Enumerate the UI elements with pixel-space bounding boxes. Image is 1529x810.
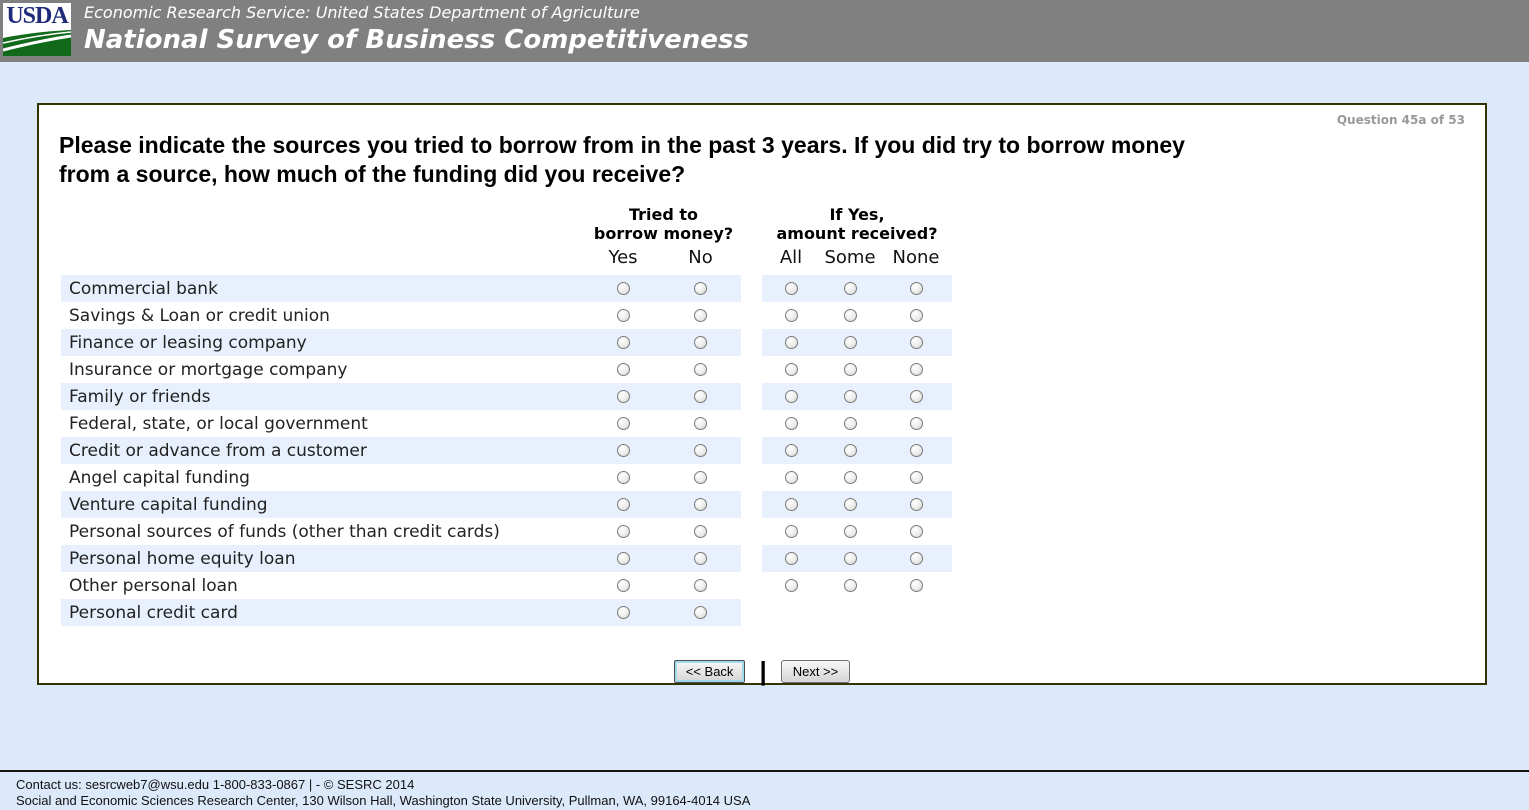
radio-cell: [586, 329, 660, 356]
table-gap: [741, 572, 762, 599]
table-gap: [741, 437, 762, 464]
radio-cell: [820, 491, 880, 518]
radio-credit-or-advance-from-a-customer-no[interactable]: [694, 444, 707, 457]
page-footer: [0, 770, 1529, 810]
radio-cell: [660, 491, 741, 518]
radio-cell: [820, 383, 880, 410]
radio-cell: [880, 329, 952, 356]
table-gap: [741, 545, 762, 572]
survey-table: [61, 205, 952, 626]
footer-address-line: Social and Economic Sciences Research Center, 130 Wilson Hall, Washington State University, Pullman, WA, 99164-4014 USA: [16, 793, 751, 808]
radio-cell: [820, 572, 880, 599]
table-gap: [741, 410, 762, 437]
question-progress: Question 45a of 53: [1336, 113, 1465, 127]
radio-finance-or-leasing-company-some[interactable]: [844, 336, 857, 349]
radio-cell: [880, 410, 952, 437]
table-gap: [741, 491, 762, 518]
radio-cell: [660, 464, 741, 491]
radio-federal-state-or-local-government-none[interactable]: [910, 417, 923, 430]
radio-cell: [820, 410, 880, 437]
radio-personal-sources-of-funds-other-than-credit-cards-yes[interactable]: [617, 525, 630, 538]
radio-cell: [660, 437, 741, 464]
radio-cell: [762, 302, 820, 329]
radio-personal-credit-card-yes[interactable]: [617, 606, 630, 619]
radio-angel-capital-funding-yes[interactable]: [617, 471, 630, 484]
navigation-buttons: [39, 656, 1485, 687]
radio-cell: [820, 464, 880, 491]
radio-cell: [586, 599, 660, 626]
radio-cell: [660, 275, 741, 302]
radio-cell: [820, 302, 880, 329]
radio-cell: [660, 383, 741, 410]
radio-cell: [762, 518, 820, 545]
radio-cell: [660, 302, 741, 329]
radio-venture-capital-funding-yes[interactable]: [617, 498, 630, 511]
radio-other-personal-loan-none[interactable]: [910, 579, 923, 592]
radio-cell: [586, 437, 660, 464]
radio-other-personal-loan-yes[interactable]: [617, 579, 630, 592]
button-separator: |: [759, 656, 767, 686]
radio-cell: [762, 356, 820, 383]
radio-angel-capital-funding-none[interactable]: [910, 471, 923, 484]
radio-cell: [880, 464, 952, 491]
radio-savings-loan-or-credit-union-none[interactable]: [910, 309, 923, 322]
radio-savings-loan-or-credit-union-yes[interactable]: [617, 309, 630, 322]
radio-angel-capital-funding-some[interactable]: [844, 471, 857, 484]
table-gap: [741, 329, 762, 356]
radio-commercial-bank-yes[interactable]: [617, 282, 630, 295]
radio-cell: [820, 437, 880, 464]
radio-cell: [880, 518, 952, 545]
radio-federal-state-or-local-government-all[interactable]: [785, 417, 798, 430]
radio-family-or-friends-none[interactable]: [910, 390, 923, 403]
radio-personal-home-equity-loan-yes[interactable]: [617, 552, 630, 565]
radio-cell: [660, 599, 741, 626]
radio-cell: [880, 437, 952, 464]
radio-savings-loan-or-credit-union-some[interactable]: [844, 309, 857, 322]
radio-insurance-or-mortgage-company-none[interactable]: [910, 363, 923, 376]
radio-insurance-or-mortgage-company-no[interactable]: [694, 363, 707, 376]
radio-savings-loan-or-credit-union-all[interactable]: [785, 309, 798, 322]
usda-logo: [3, 3, 71, 56]
header-text: [0, 0, 1529, 55]
question-panel: [37, 103, 1487, 685]
radio-cell: [762, 329, 820, 356]
radio-cell: [820, 356, 880, 383]
page-header: [0, 0, 1529, 62]
radio-family-or-friends-some[interactable]: [844, 390, 857, 403]
table-gap: [741, 464, 762, 491]
survey-title: National Survey of Business Competitiveness: [84, 25, 749, 55]
table-gap: [741, 356, 762, 383]
column-header-none: None: [892, 247, 940, 268]
table-gap: [741, 599, 762, 626]
row-label: Family or friends: [61, 383, 586, 410]
radio-cell: [660, 329, 741, 356]
radio-cell: [586, 491, 660, 518]
radio-cell: [762, 464, 820, 491]
row-label: Federal, state, or local government: [69, 413, 368, 434]
radio-cell: [880, 383, 952, 410]
radio-cell: [880, 302, 952, 329]
survey-table-header: [61, 205, 952, 275]
column-header-all: All: [779, 247, 803, 268]
radio-finance-or-leasing-company-yes[interactable]: [617, 336, 630, 349]
radio-cell: [820, 275, 880, 302]
question-title-line1: Please indicate the sources you tried to borrow from in the past 3 years. If you did try to borrow money: [59, 132, 1185, 158]
radio-finance-or-leasing-company-all[interactable]: [785, 336, 798, 349]
footer-contact-line: Contact us: sesrcweb7@wsu.edu 1-800-833-0867 | - © SESRC 2014: [16, 777, 415, 792]
radio-cell: [880, 275, 952, 302]
radio-personal-sources-of-funds-other-than-credit-cards-no[interactable]: [694, 525, 707, 538]
empty-cell: [762, 599, 820, 626]
radio-cell: [660, 545, 741, 572]
radio-angel-capital-funding-no[interactable]: [694, 471, 707, 484]
row-label: Personal home equity loan: [61, 545, 586, 572]
row-label: Credit or advance from a customer: [61, 437, 586, 464]
radio-cell: [762, 437, 820, 464]
radio-other-personal-loan-some[interactable]: [844, 579, 857, 592]
empty-cell: [820, 599, 880, 626]
radio-cell: [660, 572, 741, 599]
radio-federal-state-or-local-government-no[interactable]: [694, 417, 707, 430]
radio-other-personal-loan-no[interactable]: [694, 579, 707, 592]
row-label: Finance or leasing company: [61, 329, 586, 356]
row-label: Personal credit card: [61, 599, 586, 626]
radio-cell: [762, 491, 820, 518]
radio-family-or-friends-all[interactable]: [785, 390, 798, 403]
radio-credit-or-advance-from-a-customer-all[interactable]: [785, 444, 798, 457]
column-header-no: No: [688, 247, 713, 268]
radio-venture-capital-funding-no[interactable]: [694, 498, 707, 511]
radio-personal-sources-of-funds-other-than-credit-cards-some[interactable]: [844, 525, 857, 538]
radio-credit-or-advance-from-a-customer-yes[interactable]: [617, 444, 630, 457]
table-gap: [741, 383, 762, 410]
radio-federal-state-or-local-government-some[interactable]: [844, 417, 857, 430]
radio-cell: [586, 518, 660, 545]
empty-cell: [880, 599, 952, 626]
radio-commercial-bank-all[interactable]: [785, 282, 798, 295]
radio-cell: [762, 275, 820, 302]
radio-cell: [820, 518, 880, 545]
question-title-line2: from a source, how much of the funding did you receive?: [59, 161, 686, 187]
back-button[interactable]: << Back: [674, 660, 746, 683]
row-label: Other personal loan: [69, 575, 238, 596]
radio-cell: [762, 572, 820, 599]
question-title: [59, 131, 1465, 189]
radio-commercial-bank-some[interactable]: [844, 282, 857, 295]
radio-savings-loan-or-credit-union-no[interactable]: [694, 309, 707, 322]
radio-angel-capital-funding-all[interactable]: [785, 471, 798, 484]
radio-personal-home-equity-loan-none[interactable]: [910, 552, 923, 565]
radio-other-personal-loan-all[interactable]: [785, 579, 798, 592]
radio-personal-sources-of-funds-other-than-credit-cards-none[interactable]: [910, 525, 923, 538]
radio-credit-or-advance-from-a-customer-some[interactable]: [844, 444, 857, 457]
radio-cell: [586, 356, 660, 383]
radio-cell: [586, 464, 660, 491]
radio-cell: [660, 518, 741, 545]
radio-personal-sources-of-funds-other-than-credit-cards-all[interactable]: [785, 525, 798, 538]
radio-cell: [820, 329, 880, 356]
radio-cell: [586, 302, 660, 329]
radio-finance-or-leasing-company-none[interactable]: [910, 336, 923, 349]
radio-cell: [586, 410, 660, 437]
row-label: Insurance or mortgage company: [69, 359, 348, 380]
table-gap: [741, 518, 762, 545]
radio-family-or-friends-no[interactable]: [694, 390, 707, 403]
radio-cell: [586, 383, 660, 410]
radio-commercial-bank-none[interactable]: [910, 282, 923, 295]
radio-cell: [586, 572, 660, 599]
radio-venture-capital-funding-all[interactable]: [785, 498, 798, 511]
radio-cell: [762, 410, 820, 437]
radio-cell: [586, 545, 660, 572]
radio-federal-state-or-local-government-yes[interactable]: [617, 417, 630, 430]
radio-commercial-bank-no[interactable]: [694, 282, 707, 295]
column-header-yes: Yes: [608, 247, 638, 268]
radio-personal-home-equity-loan-all[interactable]: [785, 552, 798, 565]
radio-venture-capital-funding-none[interactable]: [910, 498, 923, 511]
row-label: Savings & Loan or credit union: [69, 305, 330, 326]
radio-insurance-or-mortgage-company-yes[interactable]: [617, 363, 630, 376]
next-button[interactable]: Next >>: [781, 660, 851, 683]
group-header-amount-received: If Yes, amount received?: [776, 205, 938, 243]
radio-cell: [762, 383, 820, 410]
column-header-some: Some: [824, 247, 876, 268]
radio-personal-credit-card-no[interactable]: [694, 606, 707, 619]
survey-rows: [61, 275, 952, 626]
table-gap: [741, 302, 762, 329]
agency-line: Economic Research Service: United States Department of Agriculture: [84, 3, 640, 22]
radio-cell: [880, 356, 952, 383]
radio-credit-or-advance-from-a-customer-none[interactable]: [910, 444, 923, 457]
radio-personal-home-equity-loan-some[interactable]: [844, 552, 857, 565]
table-gap: [741, 275, 762, 302]
radio-finance-or-leasing-company-no[interactable]: [694, 336, 707, 349]
usda-logo-text: USDA: [6, 3, 68, 29]
row-label: Personal sources of funds (other than credit cards): [69, 521, 500, 542]
radio-cell: [880, 572, 952, 599]
radio-cell: [880, 545, 952, 572]
row-label: Venture capital funding: [61, 491, 586, 518]
radio-cell: [762, 545, 820, 572]
radio-cell: [820, 545, 880, 572]
radio-cell: [660, 410, 741, 437]
radio-cell: [660, 356, 741, 383]
radio-insurance-or-mortgage-company-some[interactable]: [844, 363, 857, 376]
radio-personal-home-equity-loan-no[interactable]: [694, 552, 707, 565]
row-label: Commercial bank: [61, 275, 586, 302]
radio-venture-capital-funding-some[interactable]: [844, 498, 857, 511]
row-label: Angel capital funding: [69, 467, 250, 488]
usda-logo-swoosh-icon: [3, 30, 71, 56]
radio-insurance-or-mortgage-company-all[interactable]: [785, 363, 798, 376]
radio-cell: [880, 491, 952, 518]
group-header-tried-to-borrow: Tried to borrow money?: [593, 205, 734, 243]
radio-family-or-friends-yes[interactable]: [617, 390, 630, 403]
radio-cell: [586, 275, 660, 302]
